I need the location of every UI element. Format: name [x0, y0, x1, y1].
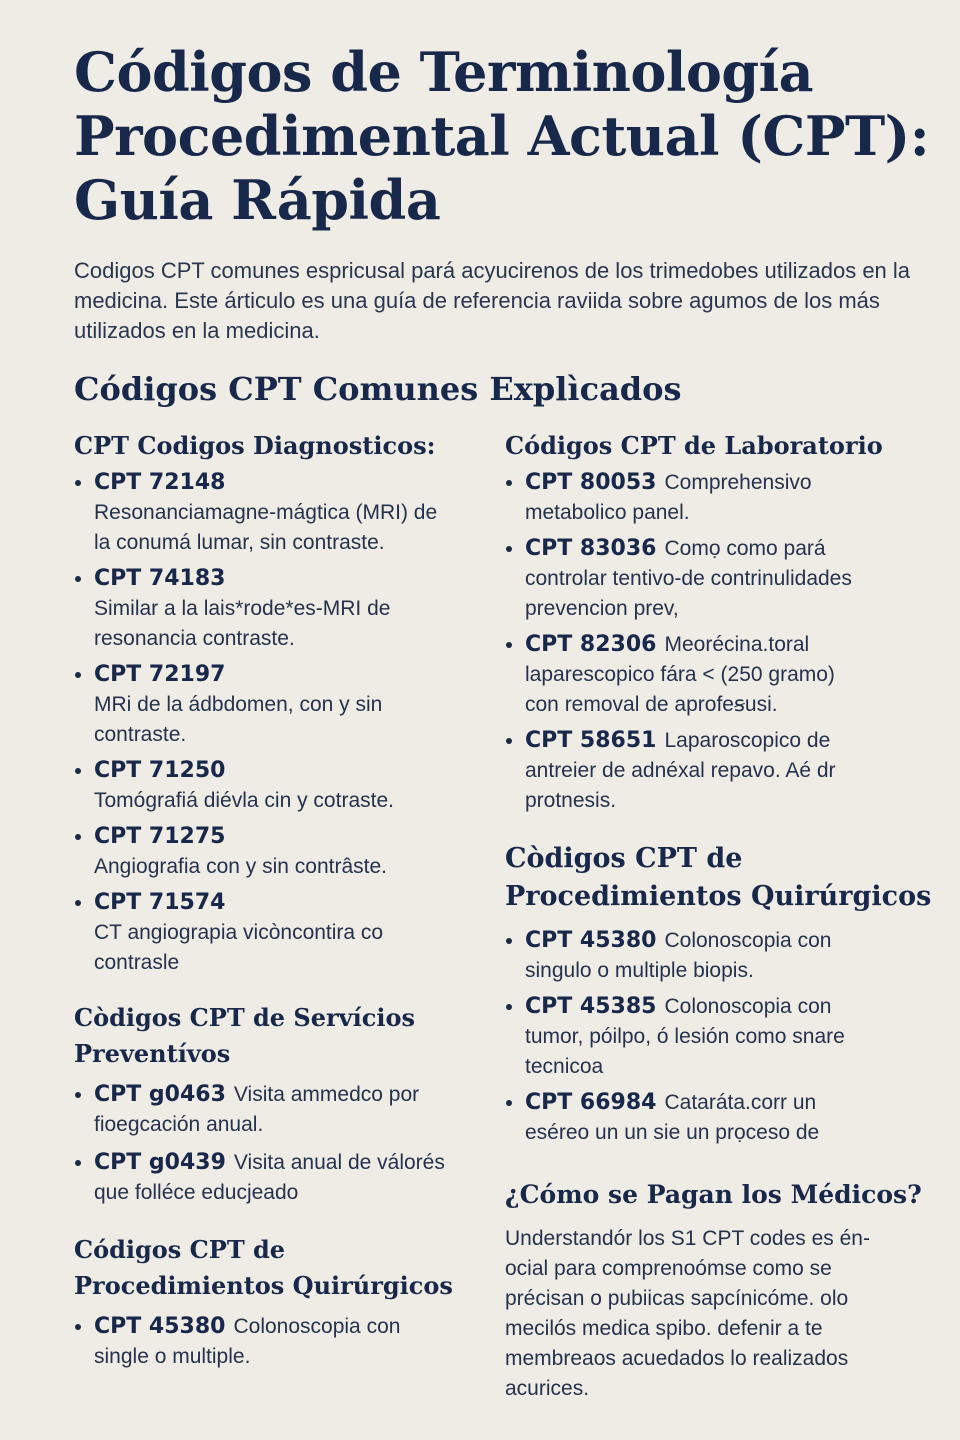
cpt-description: Visita anual de válorés que folléce educjeado [94, 1151, 445, 1204]
cpt-description: Meorécina.toral laparescopico fára < (250 gramo) con removal de aprofeꞩusi. [525, 633, 835, 716]
cpt-description: CT angiograpia vicòncontira co contrasle [94, 921, 384, 974]
cpt-code: CPT 66984 [525, 1090, 657, 1115]
cpt-description: Similar a la lais*rode*es-MRI de resonancia contraste. [94, 597, 391, 650]
surgical-heading-left: Códigos CPT de Procedimientos Quirúrgicos [74, 1235, 453, 1300]
laboratory-heading: Códigos CPT de Laboratorio [505, 431, 883, 460]
cpt-description: Visita ammedco por fioegcación anual. [94, 1083, 420, 1136]
cpt-description: Angiografia con y sin contrâste. [94, 855, 387, 878]
cpt-code: CPT g0439 [94, 1150, 226, 1175]
cpt-code: CPT 71574 [94, 890, 226, 915]
list-item [505, 630, 870, 720]
cpt-description: MRi de la ádbdomen, con y sin contraste. [94, 693, 383, 746]
laboratory-list [505, 468, 945, 816]
list-item [74, 756, 484, 816]
list-item [74, 822, 484, 882]
payment-paragraph: Understandór los S1 CPT codes es én-ocial para comprenoómse como se précisan o pubiicas sapcínicóme. olo mecilós medica spibo. defenir a te membreaos acuedados lo realizados acurices. [505, 1227, 870, 1400]
right-column [505, 428, 945, 1404]
surgical-list-right [505, 926, 945, 1148]
cpt-code: CPT 71250 [94, 758, 226, 783]
list-item [505, 926, 855, 986]
payment-heading: ¿Cómo se Pagan los Médicos? [505, 1180, 922, 1209]
cpt-code: CPT 72148 [94, 470, 226, 495]
cpt-description: Colonoscopia con singulo o multiple biopis. [525, 929, 832, 982]
intro-paragraph: Codigos CPT comunes espricusal pará acyucirenos de los trimedobes utilizados en la medicina. Este árticulo es una guía de referencia raviida sobre agumos de los más utilizados en la medicina. [74, 258, 911, 343]
cpt-code: CPT 83036 [525, 536, 657, 561]
preventive-heading: Còdigos CPT de Servícios Preventívos [74, 1003, 415, 1068]
cpt-description: Laparoscopico de antreier de adnéxal repavo. Aé dr protnesis. [525, 729, 836, 812]
cpt-code: CPT 71275 [94, 824, 226, 849]
cpt-code: CPT 72197 [94, 662, 226, 687]
list-item [74, 1312, 414, 1372]
cpt-code: CPT 45380 [525, 928, 657, 953]
list-item [505, 468, 825, 528]
list-item [74, 1080, 484, 1140]
cpt-code: CPT 45385 [525, 994, 657, 1019]
diagnostic-heading: CPT Codigos Diagnosticos: [74, 431, 436, 460]
surgical-heading-right: Còdigos CPT de Procedimientos Quirúrgicos [505, 843, 932, 912]
list-item [505, 1088, 855, 1148]
cpt-code: CPT 80053 [525, 470, 657, 495]
list-item [74, 564, 484, 654]
cpt-description: Cataráta.corr un eséreo un un sie un prọceso de [525, 1091, 820, 1144]
list-item [74, 1148, 484, 1208]
cpt-code: CPT 45380 [94, 1314, 226, 1339]
diagnostic-list [74, 468, 484, 978]
cpt-description: Colonoscopia con tumor, póilpo, ó lesión como snare tecnicoa [525, 995, 845, 1078]
cpt-code: CPT 82306 [525, 632, 657, 657]
page-title: Códigos de Terminología Procedimental Actual (CPT): Guía Rápida [74, 40, 930, 232]
cpt-code: CPT 58651 [525, 728, 657, 753]
left-column [74, 428, 484, 1372]
list-item [74, 888, 484, 978]
surgical-list-left [74, 1312, 484, 1372]
list-item [505, 992, 885, 1082]
section-title: Códigos CPT Comunes Explìcados [74, 370, 682, 408]
list-item [505, 534, 895, 624]
list-item [505, 726, 855, 816]
cpt-description: Comprehensivo metabolico panel. [525, 471, 812, 524]
cpt-description: Tomógrafiá diévla cin y cotraste. [94, 789, 394, 812]
list-item [74, 660, 484, 750]
cpt-code: CPT 74183 [94, 566, 226, 591]
cpt-description: Resonanciamagne-mágtica (MRI) de la conumá lumar, sin contraste. [94, 501, 438, 554]
preventive-list [74, 1080, 484, 1208]
list-item [74, 468, 484, 558]
cpt-code: CPT g0463 [94, 1082, 226, 1107]
cpt-description: Colonoscopia con single o multiple. [94, 1315, 401, 1368]
cpt-description: Comọ como pará controlar tentivo-de contrinulidades prevencion prev, [525, 537, 852, 620]
